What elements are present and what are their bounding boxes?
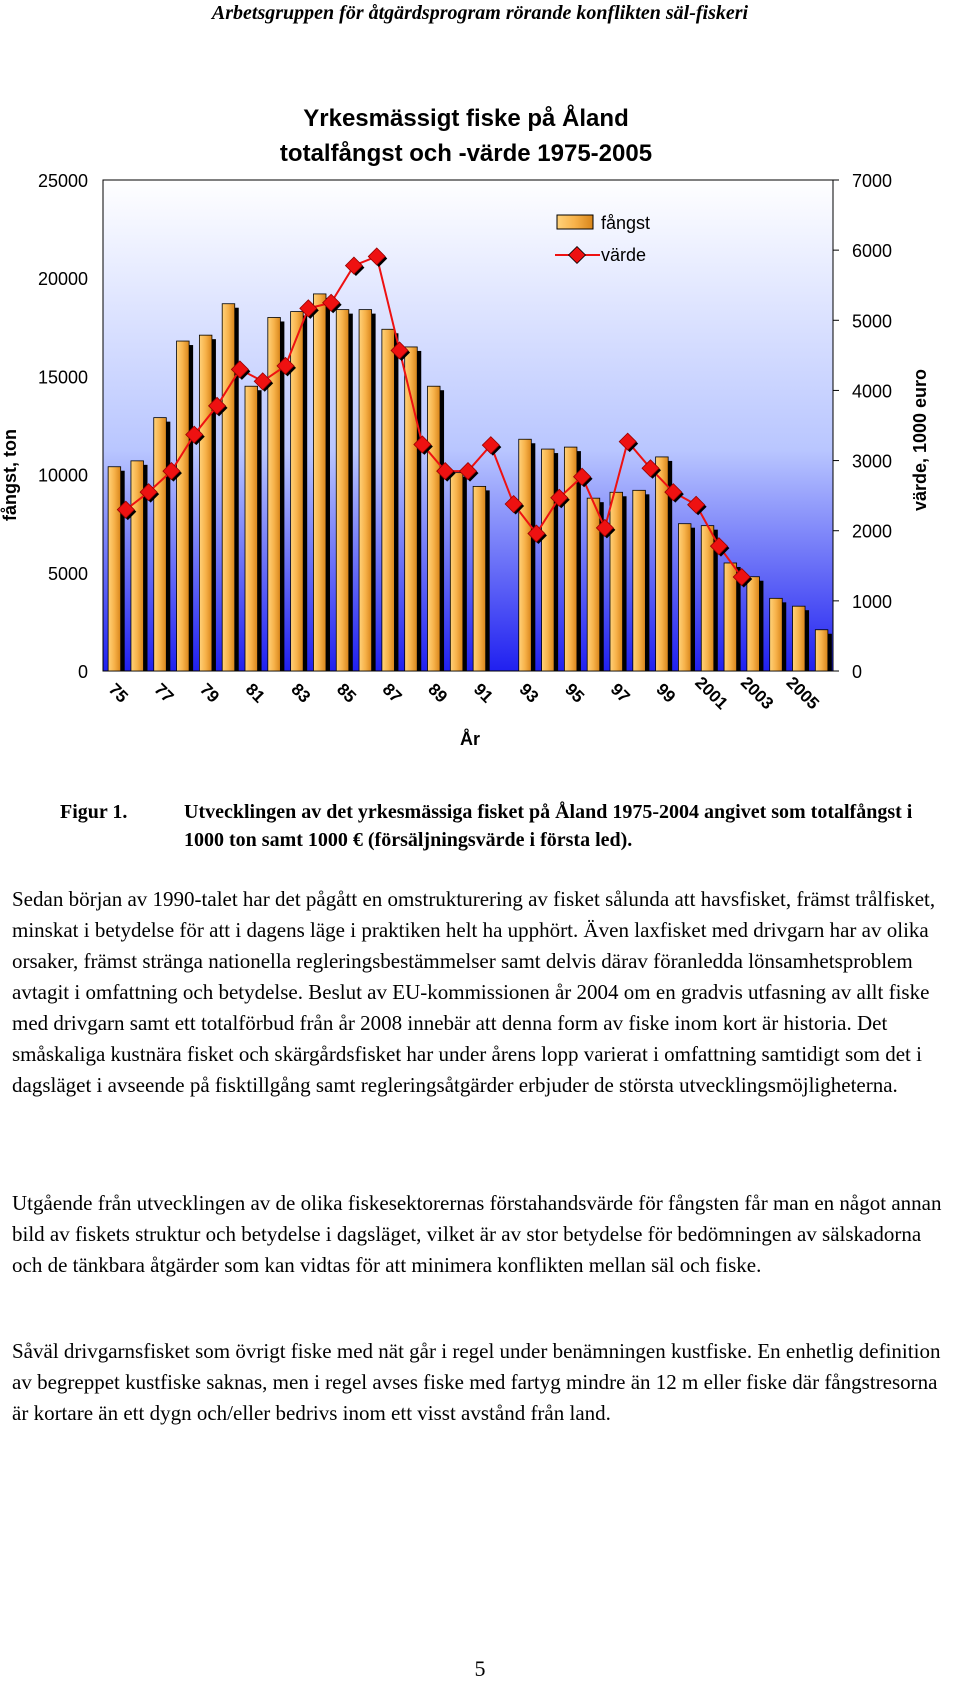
x-tick-label: 87: [378, 679, 406, 707]
y-tick-left: 10000: [37, 465, 88, 486]
paragraph-2: Utgående från utvecklingen av de olika fiskesektorernas förstahandsvärde för fångsten får man en något annan bild av fiskets struktur och betydelse i dagsläget, vilket är av stor betydelse för bedömningen av sälskadorna och de tänkbara åtgärder som kan vidtas för att minimera konflikten mellan säl och fiske.: [12, 1191, 942, 1277]
x-tick-label: 75: [104, 679, 132, 707]
chart: [0, 80, 960, 770]
bar: [222, 304, 235, 671]
bar: [199, 335, 212, 671]
right-axis-ticks: [833, 171, 892, 682]
x-tick-label: 85: [333, 679, 360, 707]
x-tick-label: 2005: [782, 673, 823, 714]
bar: [177, 341, 190, 671]
bar: [542, 449, 555, 671]
bar: [747, 577, 760, 671]
paragraph-1: Sedan början av 1990-talet har det pågått en omstrukturering av fisket sålunda att havsfisket, främst trålfisket, minskat i betydelse för att i dagens läge i praktiken helt ha upphört. Även laxfisket med drivgarn har av olika orsaker, främst stränga nationella regleringsbestämmelser samt delvis därav föranledda lönsamhetsproblem avtagit i omfattning och betydelse. Beslut av EU-kommissionen år 2004 om en gradvis utfasning av allt fiske med drivgarn samt ett totalförbud från år 2008 innebär att denna form av fiske inom kort är historia. Det småskaliga kustnära fisket och skärgårdsfisket har under årens lopp varierat i omfattning samtidigt som det i dagsläget i avseende på fisktillgång samt regleringsåtgärder erbjuder de största utvecklingsmöjligheterna.: [12, 887, 936, 1097]
y-tick-right: 3000: [852, 451, 893, 472]
bar: [587, 498, 600, 671]
y-tick-left: 0: [77, 662, 88, 682]
x-tick-label: 2001: [691, 673, 732, 714]
bar: [154, 418, 167, 671]
bar: [108, 467, 121, 671]
bar: [564, 447, 577, 671]
bar: [313, 294, 326, 671]
figure-label: Figur 1.: [60, 801, 128, 823]
paragraph-3: Såväl drivgarnsfisket som övrigt fiske med nät går i regel under benämningen kustfiske. En enhetlig definition av begreppet kustfiske saknas, men i regel avses fiske med fartyg mindre än 12 m eller fiske där fångstresorna är kortare än ett dygn och/eller bedrivs inom ett visst avstånd från land.: [12, 1339, 941, 1425]
bar: [382, 329, 395, 671]
x-tick-label: 2003: [736, 673, 778, 714]
x-tick-label: 81: [241, 679, 269, 707]
y-tick-right: 2000: [852, 521, 893, 542]
chart-title-line2: totalfångst och -värde 1975-2005: [279, 140, 653, 167]
bar: [724, 563, 737, 671]
page-number: 5: [474, 1656, 486, 1681]
y-tick-left: 15000: [37, 367, 88, 388]
x-tick-label: 83: [287, 679, 315, 707]
x-axis-ticks: [105, 673, 823, 713]
bar: [793, 606, 806, 671]
bar: [519, 439, 532, 671]
figure-caption-text: Utvecklingen av det yrkesmässiga fisket på Åland 1975-2004 angivet som totalfångst i 1000 ton samt 1000 € (försäljningsvärde i första led).: [184, 801, 913, 851]
bar: [450, 473, 463, 671]
bar: [633, 490, 646, 671]
chart-title-line1: Yrkesmässigt fiske på Åland: [303, 105, 629, 132]
bar: [770, 598, 783, 671]
y-tick-left: 25000: [37, 171, 88, 191]
bar: [678, 524, 691, 671]
bar: [473, 486, 486, 671]
bar: [359, 310, 372, 671]
legend-varde-label: värde: [601, 245, 647, 265]
bar: [245, 386, 258, 671]
y-tick-right: 5000: [852, 311, 893, 332]
y-tick-left: 20000: [37, 269, 88, 290]
x-tick-label: 95: [561, 679, 588, 707]
x-axis-label: År: [459, 729, 481, 749]
x-tick-label: 99: [652, 679, 680, 707]
y-tick-right: 6000: [852, 241, 893, 262]
y-axis-label-right: värde, 1000 euro: [910, 368, 930, 512]
x-tick-label: 79: [196, 679, 223, 707]
y-tick-right: 4000: [852, 381, 893, 402]
y-axis-label-left: fångst, ton: [0, 429, 20, 521]
x-tick-label: 77: [150, 679, 178, 707]
page-header: Arbetsgruppen för åtgärdsprogram rörande konflikten säl-fiskeri: [211, 2, 749, 24]
x-tick-label: 93: [515, 679, 543, 707]
x-tick-label: 91: [469, 679, 497, 707]
y-tick-left: 5000: [47, 563, 88, 584]
y-tick-right: 0: [852, 662, 863, 682]
left-axis-ticks: [38, 171, 88, 682]
y-tick-right: 7000: [852, 171, 893, 191]
x-tick-label: 89: [424, 679, 452, 707]
legend-bar-swatch: [557, 215, 593, 229]
x-tick-label: 97: [606, 679, 634, 707]
bar: [610, 492, 623, 671]
y-tick-right: 1000: [852, 591, 893, 612]
bar: [336, 310, 349, 671]
legend-fangst-label: fångst: [601, 213, 651, 233]
bar: [428, 386, 441, 671]
bar: [656, 457, 669, 671]
bar: [815, 630, 828, 671]
